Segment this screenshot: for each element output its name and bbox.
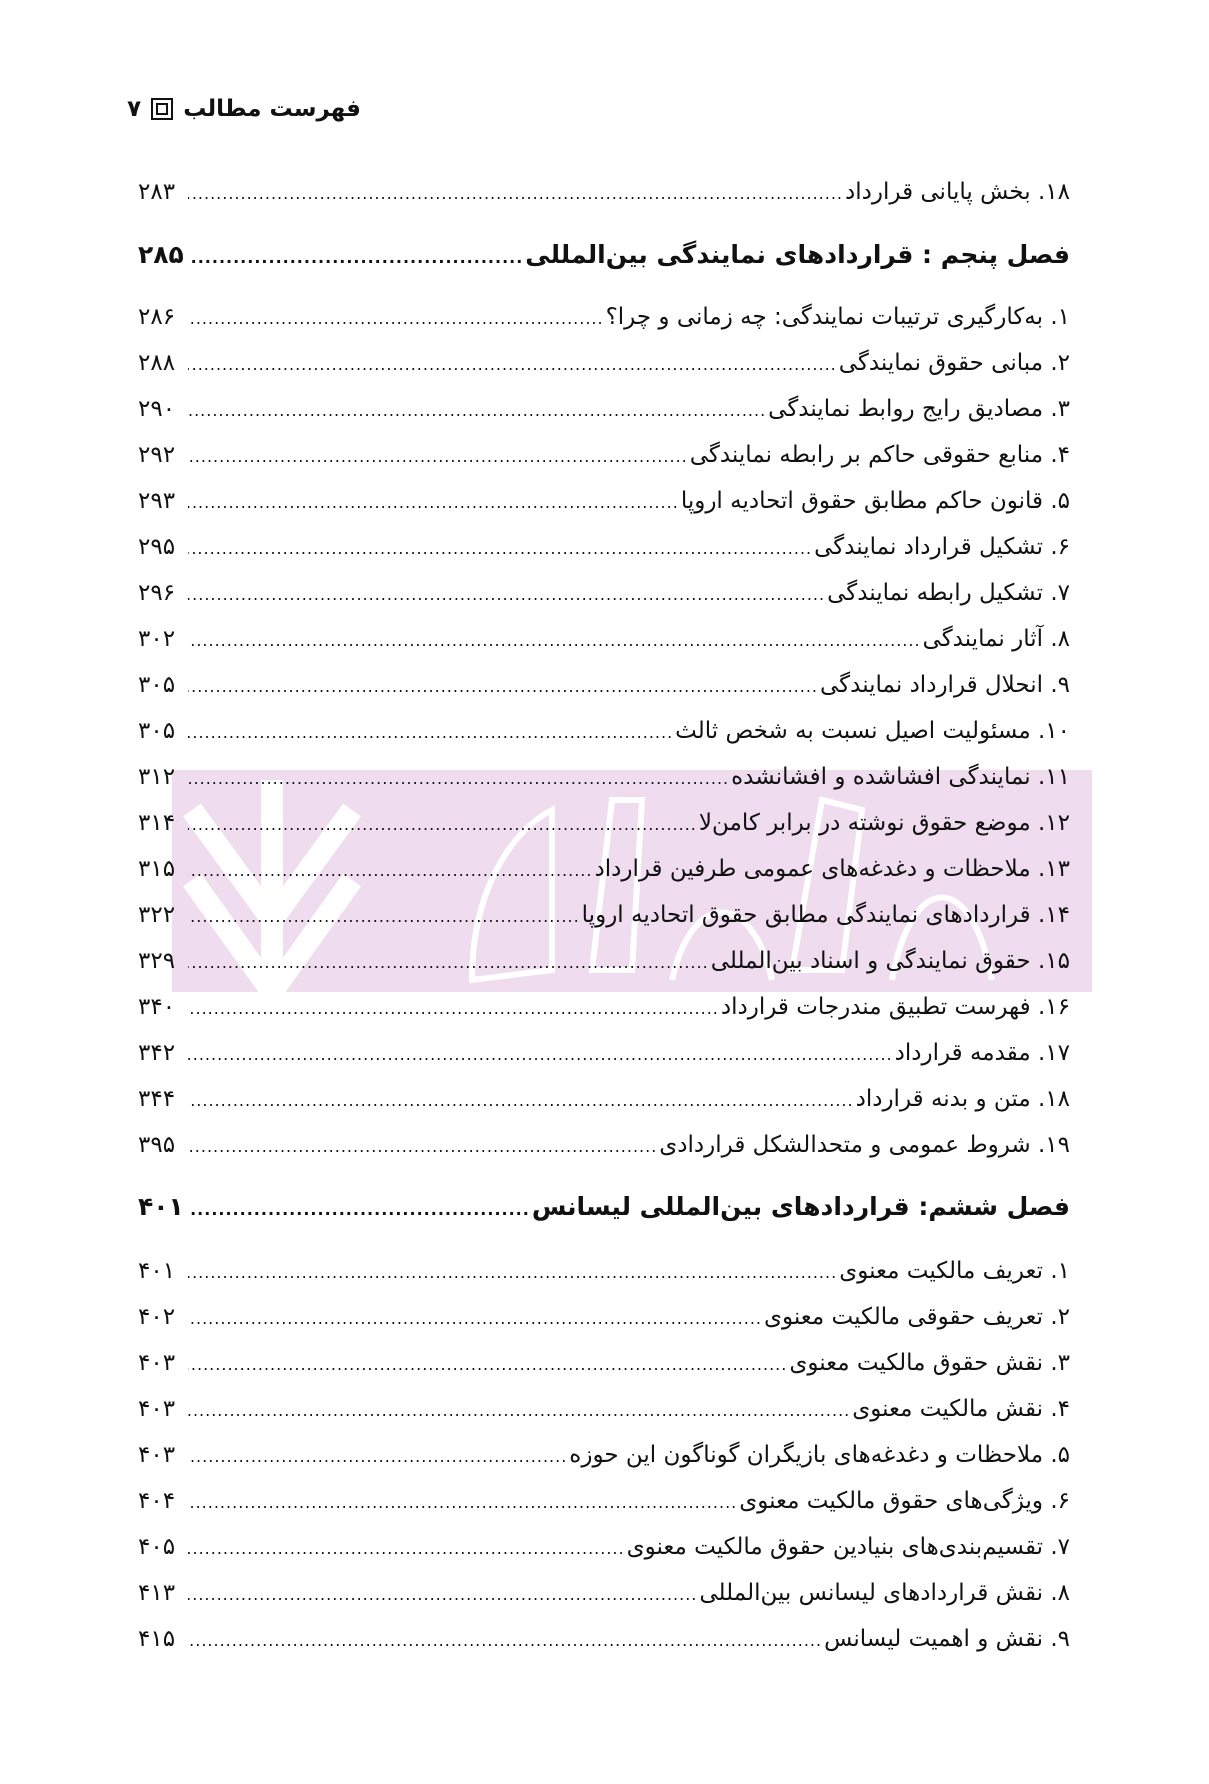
toc-entry [138, 1392, 1070, 1426]
entry-title: ۶. ویژگی‌های حقوق مالکیت معنوی [739, 1488, 1070, 1514]
toc-entry [138, 1254, 1070, 1288]
leader-dots [188, 177, 843, 211]
entry-page: ۴۰۳ [138, 1350, 176, 1376]
toc-entry [138, 300, 1070, 334]
toc-entry [138, 1576, 1070, 1610]
leader-dots [188, 808, 697, 842]
entry-page: ۳۰۵ [138, 718, 176, 744]
entry-title: ۳. مصادیق رایج روابط نمایندگی [768, 396, 1070, 422]
leader-dots [188, 1486, 737, 1520]
header-title: فهرست مطالب [183, 96, 361, 122]
toc-chapter-heading [138, 238, 1070, 272]
entry-page: ۳۱۵ [138, 856, 176, 882]
toc-entry [138, 392, 1070, 426]
entry-page: ۴۰۵ [138, 1534, 176, 1560]
entry-title: ۴. منابع حقوقی حاکم بر رابطه نمایندگی [689, 442, 1070, 468]
leader-dots [188, 762, 729, 796]
entry-title: ۸. آثار نمایندگی [922, 626, 1070, 652]
entry-title: ۱۵. حقوق نمایندگی و اسناد بین‌المللی [710, 948, 1070, 974]
leader-dots [188, 946, 709, 980]
toc-entry [138, 990, 1070, 1024]
leader-dots [188, 348, 837, 382]
toc-entry [138, 1346, 1070, 1380]
entry-title: ۱۹. شروط عمومی و متحدالشکل قراردادی [659, 1132, 1070, 1158]
entry-page: ۳۲۲ [138, 902, 176, 928]
leader-dots [188, 302, 604, 336]
entry-page: ۳۰۲ [138, 626, 176, 652]
leader-dots [188, 1348, 787, 1382]
toc-entry [138, 1036, 1070, 1070]
entry-page: ۴۰۴ [138, 1488, 176, 1514]
entry-page: ۴۰۱ [138, 1192, 184, 1221]
toc-entry [138, 1438, 1070, 1472]
entry-title: فصل ششم: قراردادهای بین‌المللی لیسانس [531, 1192, 1070, 1221]
entry-page: ۳۴۴ [138, 1086, 176, 1112]
leader-dots [188, 670, 818, 704]
leader-dots [188, 1624, 822, 1658]
leader-dots [188, 992, 719, 1026]
leader-dots [188, 578, 825, 612]
entry-page: ۳۴۲ [138, 1040, 176, 1066]
toc-entry [138, 714, 1070, 748]
leader-dots [188, 854, 592, 888]
entry-page: ۴۰۳ [138, 1442, 176, 1468]
page-header [127, 96, 361, 122]
leader-dots [188, 1193, 530, 1227]
entry-title: ۱۲. موضع حقوق نوشته در برابر کامن‌لا [698, 810, 1070, 836]
toc-entry [138, 1082, 1070, 1116]
toc-entry [138, 944, 1070, 978]
toc-entry [138, 1484, 1070, 1518]
leader-dots [188, 624, 921, 658]
entry-title: ۲. مبانی حقوق نمایندگی [838, 350, 1070, 376]
entry-page: ۲۸۵ [138, 240, 184, 269]
leader-dots [188, 1130, 657, 1164]
entry-title: ۱۸. بخش پایانی قرارداد [845, 179, 1070, 205]
leader-dots [188, 716, 673, 750]
entry-page: ۴۰۱ [138, 1258, 176, 1284]
entry-page: ۲۹۳ [138, 488, 176, 514]
entry-page: ۴۰۳ [138, 1396, 176, 1422]
toc-entry [138, 668, 1070, 702]
entry-title: ۱۶. فهرست تطبیق مندرجات قرارداد [720, 994, 1070, 1020]
entry-page: ۳۱۴ [138, 810, 176, 836]
page-number: ۷ [127, 96, 142, 122]
entry-title: ۱۷. مقدمه قرارداد [894, 1040, 1070, 1066]
entry-page: ۳۰۵ [138, 672, 176, 698]
toc-entry [138, 484, 1070, 518]
leader-dots [188, 1394, 850, 1428]
entry-page: ۲۹۵ [138, 534, 176, 560]
entry-title: ۸. نقش قراردادهای لیسانس بین‌المللی [699, 1580, 1070, 1606]
leader-dots [188, 900, 580, 934]
leader-dots [188, 1578, 697, 1612]
entry-title: ۵. قانون حاکم مطابق حقوق اتحادیه اروپا [680, 488, 1070, 514]
toc-entry [138, 898, 1070, 932]
leader-dots [188, 241, 523, 275]
entry-page: ۳۴۰ [138, 994, 176, 1020]
entry-page: ۲۹۶ [138, 580, 176, 606]
entry-title: فصل پنجم : قراردادهای نمایندگی بین‌المللی [525, 240, 1070, 269]
toc-entry [138, 852, 1070, 886]
entry-title: ۶. تشکیل قرارداد نمایندگی [814, 534, 1070, 560]
entry-title: ۷. تشکیل رابطه نمایندگی [827, 580, 1070, 606]
toc-entry [138, 175, 1070, 209]
entry-page: ۲۸۳ [138, 179, 176, 205]
entry-page: ۴۱۳ [138, 1580, 176, 1606]
leader-dots [188, 486, 679, 520]
entry-title: ۷. تقسیم‌بندی‌های بنیادین حقوق مالکیت معنوی [626, 1534, 1070, 1560]
entry-page: ۳۲۹ [138, 948, 176, 974]
leader-dots [188, 1302, 762, 1336]
toc-entry [138, 806, 1070, 840]
toc-entry [138, 1300, 1070, 1334]
entry-title: ۲. تعریف حقوقی مالکیت معنوی [763, 1304, 1070, 1330]
leader-dots [188, 394, 766, 428]
entry-title: ۴. نقش مالکیت معنوی [852, 1396, 1070, 1422]
entry-page: ۴۱۵ [138, 1626, 176, 1652]
entry-title: ۱۰. مسئولیت اصیل نسبت به شخص ثالث [675, 718, 1070, 744]
entry-title: ۱. به‌کارگیری ترتیبات نمایندگی: چه زمانی و چرا؟ [605, 304, 1070, 330]
leader-dots [188, 440, 688, 474]
entry-title: ۱۳. ملاحظات و دغدغه‌های عمومی طرفین قرارداد [594, 856, 1070, 882]
leader-dots [188, 1084, 854, 1118]
toc-entry [138, 1622, 1070, 1656]
entry-title: ۱. تعریف مالکیت معنوی [839, 1258, 1070, 1284]
toc-entry [138, 438, 1070, 472]
entry-title: ۹. انحلال قرارداد نمایندگی [820, 672, 1070, 698]
toc-entry [138, 622, 1070, 656]
entry-page: ۲۸۶ [138, 304, 176, 330]
square-ornament-icon [151, 98, 173, 120]
entry-title: ۱۴. قراردادهای نمایندگی مطابق حقوق اتحادیه اروپا [581, 902, 1070, 928]
entry-title: ۱۸. متن و بدنه قرارداد [855, 1086, 1070, 1112]
entry-page: ۲۹۲ [138, 442, 176, 468]
entry-title: ۳. نقش حقوق مالکیت معنوی [789, 1350, 1070, 1376]
entry-title: ۹. نقش و اهمیت لیسانس [824, 1626, 1070, 1652]
leader-dots [188, 1038, 893, 1072]
entry-page: ۲۸۸ [138, 350, 176, 376]
leader-dots [188, 532, 812, 566]
entry-page: ۳۹۵ [138, 1132, 176, 1158]
entry-page: ۲۹۰ [138, 396, 176, 422]
toc-chapter-heading [138, 1190, 1070, 1224]
leader-dots [188, 1440, 567, 1474]
leader-dots [188, 1532, 625, 1566]
entry-title: ۵. ملاحظات و دغدغه‌های بازیگران گوناگون این حوزه [569, 1442, 1070, 1468]
entry-title: ۱۱. نمایندگی افشاشده و افشانشده [731, 764, 1070, 790]
toc-entry [138, 346, 1070, 380]
toc-entry [138, 760, 1070, 794]
entry-page: ۴۰۲ [138, 1304, 176, 1330]
toc-entry [138, 576, 1070, 610]
toc-entry [138, 530, 1070, 564]
toc-entry [138, 1128, 1070, 1162]
toc-entry [138, 1530, 1070, 1564]
leader-dots [188, 1256, 837, 1290]
entry-page: ۳۱۲ [138, 764, 176, 790]
